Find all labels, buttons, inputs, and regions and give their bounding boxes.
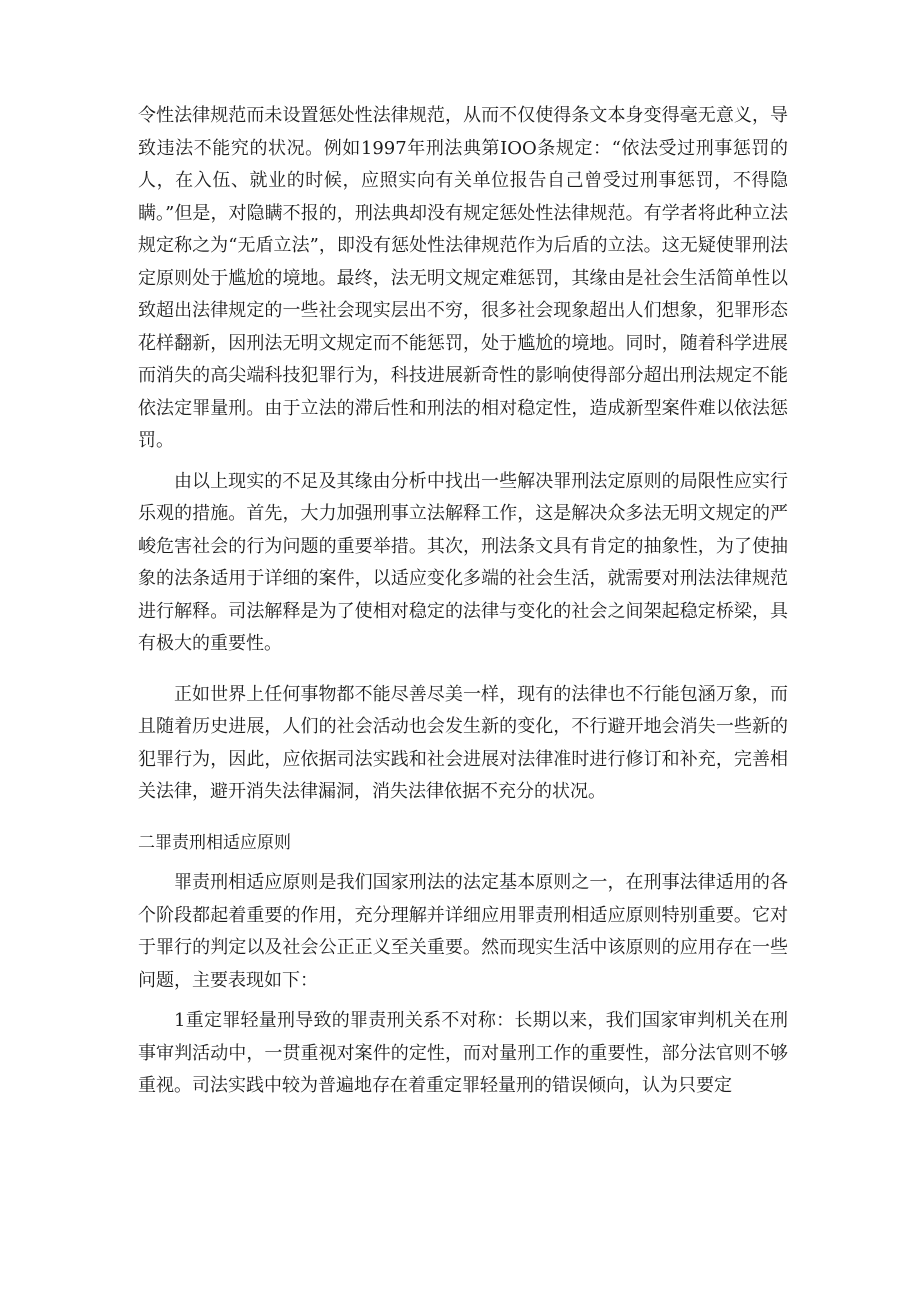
paragraph-1: 令性法律规范而未设置惩处性法律规范，从而不仅使得条文本身变得毫无意义，导致违法不能究的状况。例如1997年刑法典第IOO条规定：“依法受过刑事惩罚的人，在入伍、就业的时候，应照实向有关单位报告自己曾受过刑事惩罚，不得隐瞒。”但是，对隐瞒不报的，刑法典却没有规定惩处性法律规范。有学者将此种立法规定称之为“无盾立法”，即没有惩处性法律规范作为后盾的立法。这无疑使罪刑法定原则处于尴尬的境地。最终，法无明文规定难惩罚，其缘由是社会生活简单性以致超出法律规定的一些社会现实层出不穷，很多社会现象超出人们想象，犯罪形态花样翻新，因刑法无明文规定而不能惩罚，处于尴尬的境地。同时，随着科学进展而消失的高尖端科技犯罪行为，科技进展新奇性的影响使得部分超出刑法规定不能依法定罪量刑。由于立法的滞后性和刑法的相对稳定性，造成新型案件难以依法惩罚。	[138, 105, 788, 451]
paragraph-3: 正如世界上任何事物都不能尽善尽美一样，现有的法律也不行能包涵万象，而且随着历史进展，人们的社会活动也会发生新的变化，不行避开地会消失一些新的犯罪行为，因此，应依据司法实践和社会进展对法律准时进行修订和补充，完善相关法律，避开消失法律漏洞，消失法律依据不充分的状况。	[138, 683, 788, 802]
paragraph-5: 1重定罪轻量刑导致的罪责刑关系不对称：长期以来，我们国家审判机关在刑事审判活动中，一贯重视对案件的定性，而对量刑工作的重要性，部分法官则不够重视。司法实践中较为普遍地存在着重定罪轻量刑的错误倾向，认为只要定	[138, 1010, 788, 1096]
document-page	[138, 100, 788, 1103]
section-heading: 二罪责刑相适应原则	[138, 832, 291, 853]
paragraph-4: 罪责刑相适应原则是我们国家刑法的法定基本原则之一，在刑事法律适用的各个阶段都起着重要的作用，充分理解并详细应用罪责刑相适应原则特别重要。它对于罪行的判定以及社会公正正义至关重要。然而现实生活中该原则的应用存在一些问题，主要表现如下：	[138, 872, 788, 991]
paragraph-2: 由以上现实的不足及其缘由分析中找出一些解决罪刑法定原则的局限性应实行乐观的措施。首先，大力加强刑事立法解释工作，这是解决众多法无明文规定的严峻危害社会的行为问题的重要举措。其次，刑法条文具有肯定的抽象性，为了使抽象的法条适用于详细的案件，以适应变化多端的社会生活，就需要对刑法法律规范进行解释。司法解释是为了使相对稳定的法律与变化的社会之间架起稳定桥梁，具有极大的重要性。	[138, 470, 788, 654]
